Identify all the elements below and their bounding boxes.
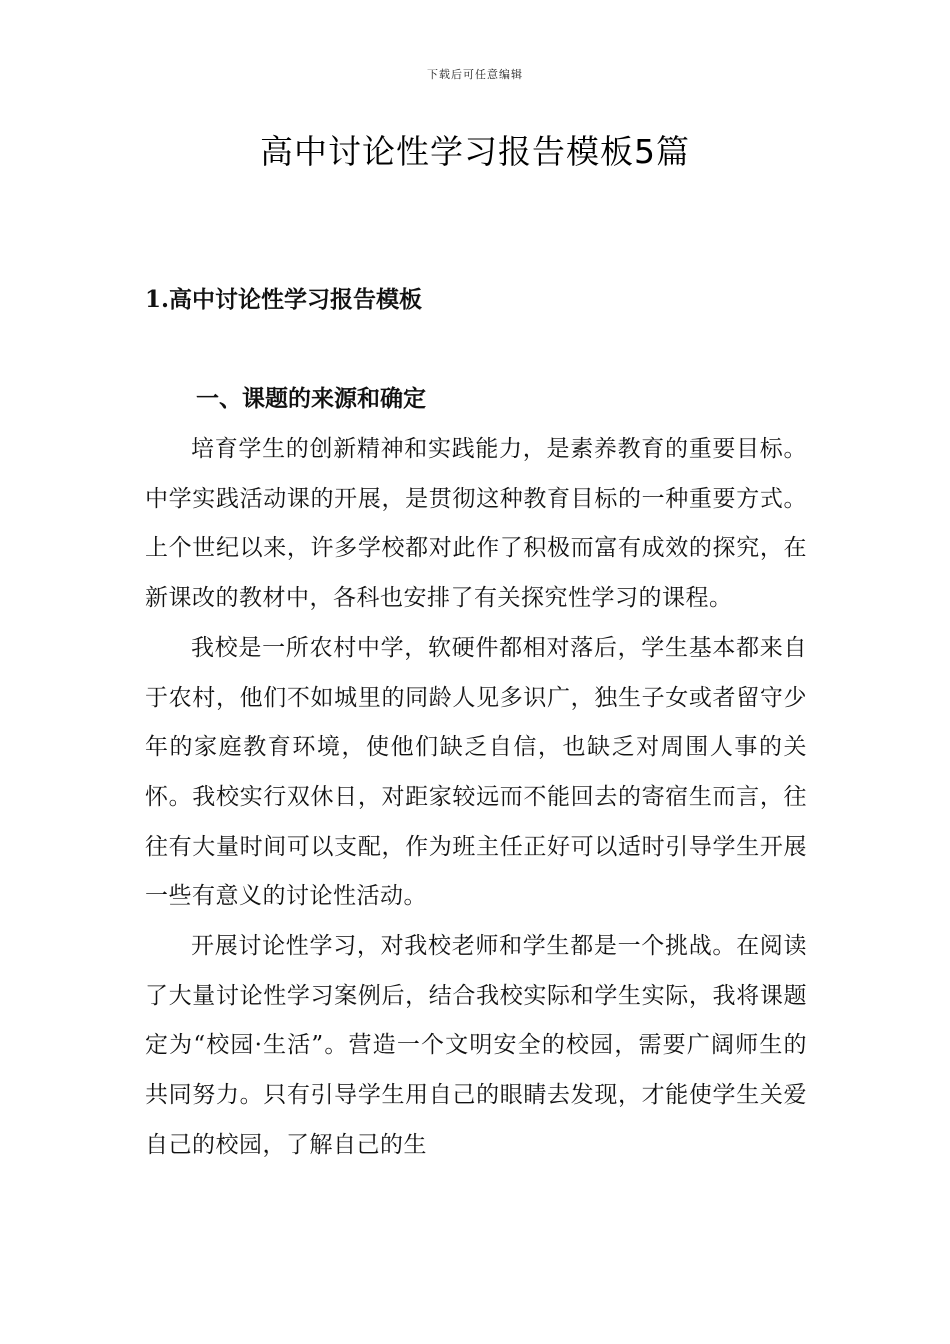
paragraph: 我校是一所农村中学，软硬件都相对落后，学生基本都来自于农村，他们不如城里的同龄人见多识广，独生子女或者留守少年的家庭教育环境，使他们缺乏自信，也缺乏对周围人事的关怀。我校实行双休日，对距家较远而不能回去的寄宿生而言，往往有大量时间可以支配，作为班主任正好可以适时引导学生开展一些有意义的讨论性活动。 <box>145 634 807 910</box>
paragraph: 开展讨论性学习，对我校老师和学生都是一个挑战。在阅读了大量讨论性学习案例后，结合我校实际和学生实际，我将课题定为“校园·生活”。营造一个文明安全的校园，需要广阔师生的共同努力。只有引导学生用自己的眼睛去发现，才能使学生关爱自己的校园，了解自己的生 <box>145 933 807 1158</box>
header-note: 下载后可任意编辑 <box>427 68 523 81</box>
paragraph: 培育学生的创新精神和实践能力，是素养教育的重要目标。中学实践活动课的开展，是贯彻这种教育目标的一种重要方式。上个世纪以来，许多学校都对此作了积极而富有成效的探究，在新课改的教材中，各科也安排了有关探究性学习的课程。 <box>145 436 807 612</box>
document-title: 高中讨论性学习报告模板5篇 <box>260 132 690 171</box>
subheading: 一、课题的来源和确定 <box>196 385 426 412</box>
section-title: 1.高中讨论性学习报告模板 <box>145 286 423 313</box>
body-text <box>145 425 807 1171</box>
